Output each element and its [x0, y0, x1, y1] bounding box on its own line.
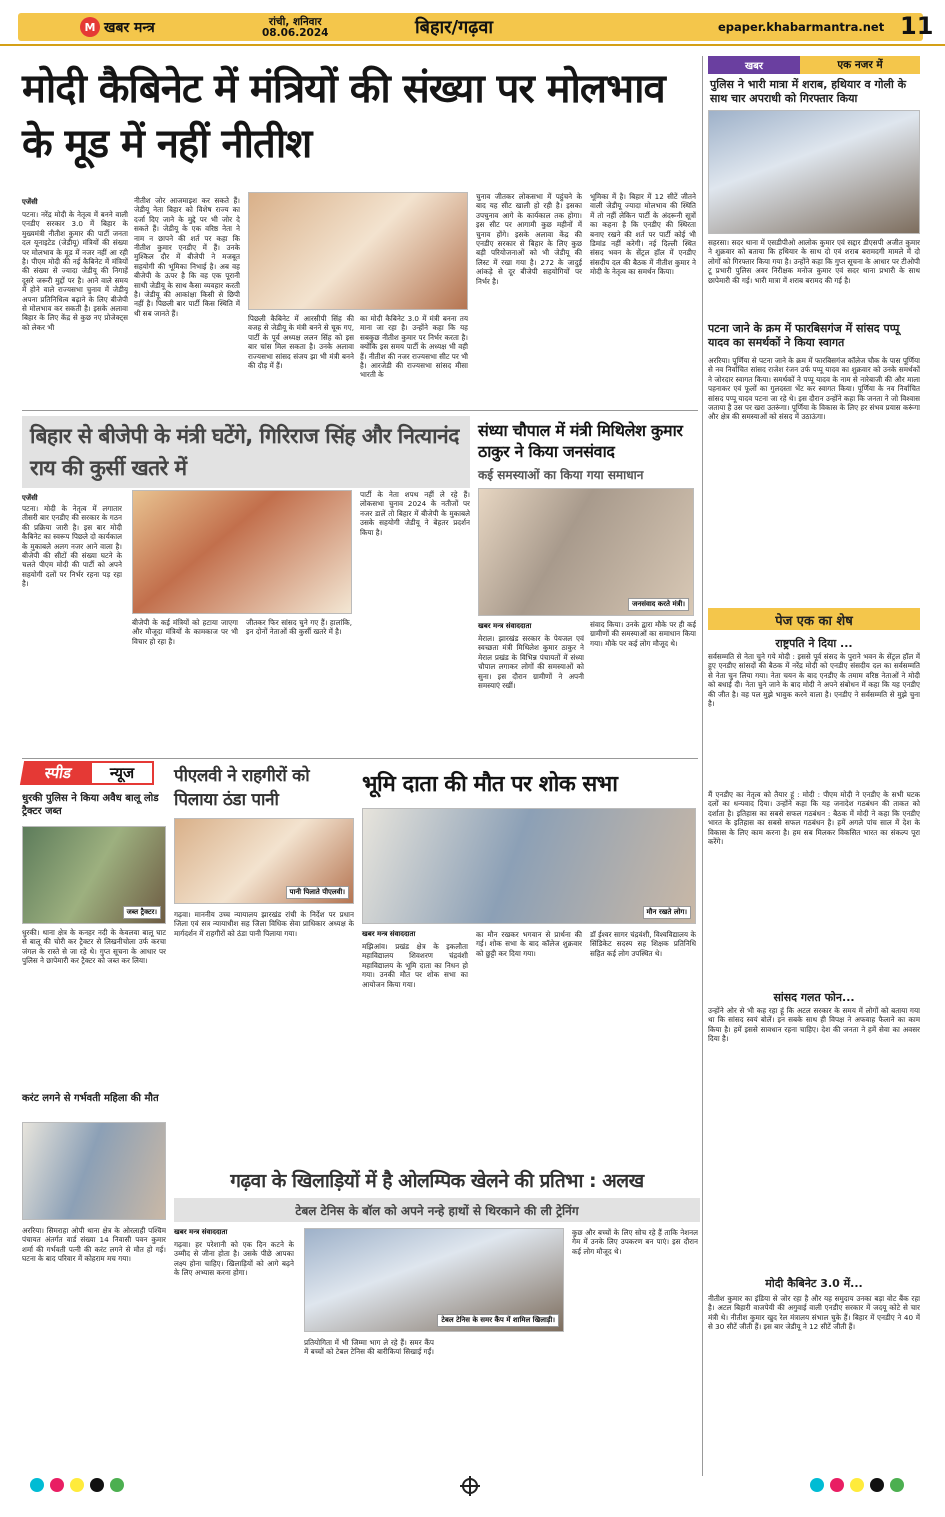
story5-col-2: का मौन रखकर भगवान से प्रार्थना की गई। शोक सभा के बाद कॉलेज शुक्रवार को छुट्टी कर दिया गया। — [476, 930, 582, 958]
speed-photo-2 — [22, 1122, 166, 1220]
color-dot — [810, 1478, 824, 1492]
speed-head-1: धुरकी पुलिस ने किया अवैध बालू लोड ट्रैक्टर जब्त — [22, 793, 159, 817]
story4-body: गढ़वा। माननीय उच्च न्यायालय झारखंड रांची के निर्देश पर प्रधान जिला एवं सत्र न्यायाधीश सह जिला विधिक सेवा प्राधिकार अध्यक्ष के मार्गदर्शन में राहगीरों को ठंडा पानी पिलाया गया। — [174, 910, 354, 938]
page-ek-sub-3: मोदी कैबिनेट 3.0 में... — [765, 1277, 863, 1290]
speed-body-2: अररिया। सिमराहा ओपी थाना क्षेत्र के ओरलाही पश्चिम पंचायत अंतर्गत वार्ड संख्या 14 निवासी पवन कुमार शर्मा की गर्भवती पत्नी की करंट लगने से मौत हो गई। घटना के बाद परिवार में कोहराम मच गया। — [22, 1226, 166, 1264]
story5-photo-caption: मौन रखते लोग। — [643, 906, 692, 919]
story2-col-4: पार्टी के नेता शपथ नहीं ले रहे हैं। लोकसभा चुनाव 2024 के नतीजों पर नजर डालें तो बिहार में बीजेपी के मुकाबले उसके सहयोगी जेडीयू ने बेहतर प्रदर्शन किया है। — [360, 490, 470, 537]
issue-date: 08.06.2024 — [262, 27, 329, 39]
sidebar-body: सहरसा। सदर थाना में एसडीपीओ आलोक कुमार एवं सद्दार डीएसपी अजीत कुमार ने शुक्रवार को बताया कि हथियार के साथ दो एवं शराब बरामदगी मामले में दो लोगों को गिरफ्तार किया गया है। उन्होंने कहा कि गुप्त सूचना के आधार पर टीओपी टू प्रभारी पुलिस अवर निरीक्षक मनोज कुमार एवं सदर थाना प्रभारी के साथ छापेमारी की गई। भारी मात्रा में शराब बरामद की गई है। — [708, 238, 920, 285]
story6-photo — [304, 1228, 564, 1332]
registration-marks — [0, 1478, 945, 1496]
story6-photo-caption: टेबल टेनिस के समर कैंप में शामिल खिलाड़ी। — [437, 1314, 559, 1327]
speed-photo-1-caption: जब्त ट्रैक्टर। — [123, 906, 161, 919]
story6-col-2: प्रतियोगिता में भी जिम्मा भाग ले रहे हैं। समर कैंप में बच्चों को टेबल टेनिस की बारीकियां सिखाई गईं। — [304, 1338, 434, 1357]
story4-photo — [174, 818, 354, 904]
lead-headline: मोदी कैबिनेट में मंत्रियों की संख्या पर मोलभाव के मूड में नहीं नीतीश — [22, 66, 665, 167]
color-dot — [90, 1478, 104, 1492]
brand-logo[interactable] — [80, 16, 155, 38]
page-ek-banner: पेज एक का शेष — [775, 614, 853, 629]
story2-headline: बिहार से बीजेपी के मंत्री घटेंगे, गिरिराज सिंह और नित्यानंद राय की कुर्सी खतरे में — [30, 424, 459, 480]
page-ek-body-2: उन्होंने ओर से भी कह रहा हूं कि अटल सरकार के समय में लोगों को बताया गया था कि सांसद स्वयं बोलें। इन सबके साथ ही विपक्ष ने अफवाह फैलाने का काम किया है। हमें इससे सावधान रहना चाहिए। देश की जनता ने हमें सेवा का अवसर दिया है। — [708, 1006, 920, 1044]
story6-byline: खबर मन्त्र संवाददाता — [174, 1228, 228, 1236]
page-ek-body-1b: मैं एनडीए का नेतृत्व को तैयार हूं : मोदी : पीएम मोदी ने एनडीए के सभी घटक दलों का धन्यवाद दिया। उन्होंने कहा कि यह जनादेश गठबंधन की ताकत को दर्शाता है। इतिहास का सबसे सफल गठबंधन : बैठक में मोदी ने कहा कि एनडीए भारत के इतिहास का सबसे सफल गठबंधन है। हमें अगले पांच साल में देश के विकास के लिए काम करना है। हम सब मिलकर विकसित भारत का संकल्प पूरा करेंगे। — [708, 790, 920, 847]
page-ek-body-3: नीतीश कुमार का इंडिया से जोर रहा है और यह समुदाय उनका बड़ा वोट बैंक रहा है। अटल बिहारी वाजपेयी की अगुवाई वाली एनडीए सरकार में जदयू कोटे से चार मंत्री थे। नीतीश कुमार खुद रेल मंत्रालय संभाल चुके हैं। बिहार में एनडीए ने 40 में से 30 सीटें जीती हैं। इस बार जेडीयू ने 12 सीटें जीती हैं। — [708, 1294, 920, 1332]
brand-badge-icon: M — [80, 17, 100, 37]
story6-headline: गढ़वा के खिलाड़ियों में है ओलम्पिक खेलने की प्रतिभा : अलख — [230, 1170, 644, 1192]
story2-col-3: जीतकर फिर सांसद चुने गए हैं। हालांकि, इन दोनों नेताओं की कुर्सी खतरे में है। — [246, 618, 352, 637]
lead-col-4: का मोदी कैबिनेट 3.0 में मंत्री बनना तय माना जा रहा है। उन्होंने कहा कि यह सबकुछ नीतीश कुमार पर निर्भर करता है। क्योंकि इस समय पार्टी के अध्यक्ष भी वही हैं। नीतीश की नजर राज्यसभा सीट पर भी है। आरजेडी की राज्यसभा सांसद मीसा भारती के — [360, 314, 468, 380]
story6-col-3: कुछ और बच्चों के लिए सोच रहे हैं ताकि नेशनल गेम में उनके लिए उपकरण बन पाएं। इस दौरान कई लोग मौजूद थे। — [572, 1228, 698, 1256]
color-dot — [870, 1478, 884, 1492]
color-dot — [70, 1478, 84, 1492]
section-name: बिहार/गढ़वा — [415, 17, 494, 38]
story5-col-1: मझिआंव। प्रखंड क्षेत्र के इकलौता महाविद्यालय शिवशरण चंद्रवंशी महाविद्यालय के भूमि दाता का निधन हो गया। उनकी मौत पर शोक सभा का आयोजन किया गया। — [362, 942, 468, 989]
sidebar-photo — [708, 110, 920, 234]
speed-tag-a: स्पीड — [20, 761, 96, 785]
page-ek-body-1: सर्वसम्मति से नेता चुने गये मोदी : इससे पूर्व संसद के पुराने भवन के सेंट्रल हॉल में हुए एनडीए सांसदों की बैठक में नरेंद्र मोदी को एनडीए संसदीय दल का सर्वसम्मति से नेता चुन लिया गया। नेता चयन के बाद एनडीए के तमाम वरिष्ठ नेताओं ने मोदी को बधाई दी। नेता चुने जाने के बाद मोदी ने अपने संबोधन में कहा कि यह एनडीए की जीत है। वह पल मुझे भावुक करने वाला है। एनडीए ने सर्वसम्मति से मुझे चुना है। — [708, 652, 920, 709]
story3-headline: संध्या चौपाल में मंत्री मिथिलेश कुमार ठाकुर ने किया जनसंवाद — [478, 421, 683, 461]
story5-byline: खबर मन्त्र संवाददाता — [362, 930, 416, 938]
story4-headline: पीएलवी ने राहगीरों को पिलाया ठंडा पानी — [174, 766, 310, 810]
color-dot — [30, 1478, 44, 1492]
sidebar-tag-title: एक नजर में — [800, 56, 920, 74]
lead-col-3: पिछली कैबिनेट में आरसीपी सिंह की वजह से जेडीयू के मंत्री बनने से चूक गए, पार्टी के पूर्व अध्यक्ष ललन सिंह को इस बार चांस मिल सकता है। उनके अलावा राज्यसभा सांसद संजय झा भी मंत्री बनने की दौड़ में हैं। — [248, 314, 354, 371]
story5-col-3: डॉ ईश्वर सागर चंद्रवंशी, विश्वविद्यालय के सिंडिकेट सदस्य सह शिक्षक प्रतिनिधि सहित कई लोग उपस्थित थे। — [590, 930, 696, 958]
sidebar-head-2: पटना जाने के क्रम में फारबिसगंज में सांसद पप्पू यादव का समर्थकों ने किया स्वागत — [708, 322, 900, 349]
story3-photo — [478, 488, 694, 616]
story2-byline: एजेंसी — [22, 494, 38, 502]
color-dot — [50, 1478, 64, 1492]
story4-photo-caption: पानी पिलाते पीएलवी। — [286, 886, 349, 899]
color-dot — [850, 1478, 864, 1492]
dateline — [262, 17, 328, 39]
speed-photo-1 — [22, 826, 166, 924]
color-dot — [110, 1478, 124, 1492]
row-rule-1 — [22, 410, 698, 411]
lead-col-6: भूमिका में है। बिहार में 12 सीटें जीतने वाली जेडीयू ज्यादा मोलभाव की स्थिति में तो नहीं लेकिन पार्टी के अंदरूनी सूत्रों का कहना है कि एनडीए की स्थिरता बनाए रखने की शर्त पर पार्टी कोई भी डिमांड नहीं करेगी। नई दिल्ली स्थित संसद भवन के सेंट्रल हॉल में एनडीए संसदीय दल की बैठक में नीतीश कुमार ने मोदी के नेतृत्व का समर्थन किया। — [590, 192, 696, 277]
lead-col-1: पटना। नरेंद्र मोदी के नेतृत्व में बनने वाली एनडीए सरकार 3.0 में बिहार के मुख्यमंत्री नीतीश कुमार की पार्टी जनता दल यूनाइटेड (जेडीयू) मंत्रियों की संख्या पर मोलभाव के मूड में नजर नहीं आ रही है। पीएम मोदी की नई कैबिनेट में मंत्रियों की संख्या से ज्यादा जेडीयू की निगाहें दूसरे जरूरी मुद्दों पर है। आने वाले समय में होने वाले राज्यसभा चुनाव में जेडीयू अपना प्रतिनिधित्व बढ़ाने के लिए बीजेपी से मोलभाव कर सकती है। इसके अलावा बिहार के लिए केंद्र से कुछ नए प्रोजेक्ट्स को लेकर भी — [22, 210, 128, 332]
story6-col-1: गढ़वा। हर परेशानी को एक दिन कटने के उम्मीद से जीना होता है। उसके पीछे आपका लक्ष्य होना चाहिए। खिलाड़ियों को आगे बढ़ने के लिए अभ्यास करना होगा। — [174, 1240, 294, 1278]
speed-body-1: धुरकी। थाना क्षेत्र के कनहर नदी के केवलवा बालू घाट से बालू की चोरी कर ट्रैक्टर से लिखनीचोला उर्फ करचा जंगल के रास्ते से जा रहे थे। गुप्त सूचना के आधार पर पुलिस ने छापेमारी कर ट्रैक्टर को जब्त कर लिया। — [22, 928, 166, 966]
speed-head-2: करंट लगने से गर्भवती महिला की मौत — [22, 1093, 159, 1104]
speed-tag-b: न्यूज — [90, 761, 154, 785]
brand-name: खबर मन्त्र — [104, 19, 155, 36]
story3-photo-caption: जनसंवाद करते मंत्री। — [628, 598, 689, 611]
page-ek-sub-1: राष्ट्रपति ने दिया ... — [775, 637, 853, 650]
color-dot — [890, 1478, 904, 1492]
row-rule-2 — [22, 758, 698, 759]
registration-crosshair-icon — [462, 1478, 478, 1494]
city-day: रांची, शनिवार — [268, 16, 322, 28]
column-rule — [702, 56, 703, 1476]
story2-col-2: बीजेपी के कई मंत्रियों को हटाया जाएगा और मौजूदा मंत्रियों के कामकाज पर भी विचार हो रहा है। — [132, 618, 238, 646]
color-dot — [830, 1478, 844, 1492]
lead-col-2: नीतीश जोर आजमाइश कर सकते हैं। जेडीयू नेता बिहार को विशेष राज्य का दर्जा दिए जाने के मुद्दे पर भी जोर दे सकते हैं। जेडीयू के एक वरिष्ठ नेता ने नाम न छापने की शर्त पर कहा कि नीतीश कुमार एनडीए में हैं। उनके मुश्किल दौर में बीजेपी ने मजबूत सहयोगी की भूमिका निभाई है। अब वह बीजेपी के ऊपर है कि वह एक पूरानी साथी जेडीयू के साथ कैसा व्यवहार करती है। जेडीयू की आकांक्षा किसी से छिपी नहीं है। पिछली बार पार्टी किस स्थिति में थी सब जानते हैं। — [134, 196, 240, 318]
sidebar-tag-brand: खबर — [708, 56, 800, 74]
sidebar-headline: पुलिस ने भारी मात्रा में शराब, हथियार व गोली के साथ चार अपराधी को गिरफ्तार किया — [710, 78, 907, 105]
lead-byline: एजेंसी — [22, 198, 38, 206]
story2-photo — [132, 490, 352, 614]
story3-subhead: कई समस्याओं का किया गया समाधान — [478, 468, 644, 482]
story3-byline: खबर मन्त्र संवाददाता — [478, 622, 532, 630]
sidebar-body-2: अररिया। पूर्णिया से पटना जाने के क्रम में फारबिसगंज कॉलेज चौक के पास पूर्णिया से नव निर्वाचित सांसद राजेश रंजन उर्फ पप्पू यादव का शुक्रवार को उनके समर्थकों ने जोरदार स्वागत किया। समर्थकों ने पप्पू यादव के नाम से नारेबाजी की और माला पहनाकर एवं फूलों का गुलदस्ता भेंट कर स्वागत किया। पूर्णिया के नव निर्वाचित सांसद पप्पू यादव पटना जा रहे थे। इस दौरान उन्होंने कहा कि जनता ने जो विश्वास जताया है उस पर खरा उतरूंगा। पूर्णिया के विकास के लिए हर संभव प्रयास करूंगा और क्षेत्र की समस्याओं को संसद में उठाऊंगा। — [708, 356, 920, 422]
story2-col-1: पटना। मोदी के नेतृत्व में लगातार तीसरी बार एनडीए की सरकार के गठन की प्रक्रिया जारी है। इस बार मोदी कैबिनेट का स्वरूप पिछले दो कार्यकाल के मुकाबले अलग नजर आने वाला है। बीजेपी की सीटों की संख्या घटने के चलते पीएम मोदी की पार्टी को अपने सहयोगी दलों पर निर्भर रहना पड़ रहा है। — [22, 504, 122, 589]
page-ek-sub-2: सांसद गलत फोन... — [773, 991, 855, 1004]
story5-photo — [362, 808, 696, 924]
story5-headline: भूमि दाता की मौत पर शोक सभा — [362, 772, 618, 797]
page-number: 11 — [900, 12, 934, 40]
story3-col-1: मेराल। झारखंड सरकार के पेयजल एवं स्वच्छता मंत्री मिथिलेश कुमार ठाकुर ने मेराल प्रखंड के विभिन्न पंचायतों में संध्या चौपाल लगाकर लोगों की समस्याओं को सुना। इस दौरान ग्रामीणों ने अपनी समस्याएं रखीं। — [478, 634, 584, 691]
story3-col-2: संवाद किया। उनके द्वारा मौके पर ही कई ग्रामीणों की समस्याओं का समाधान किया गया। मौके पर कई लोग मौजूद थे। — [590, 620, 696, 648]
lead-photo — [248, 192, 468, 310]
story6-subhead: टेबल टेनिस के बॉल को अपने नन्हे हाथों से थिरकाने की ली ट्रेनिंग — [295, 1204, 579, 1218]
lead-col-5: चुनाव जीतकर लोकसभा में पहुंचने के बाद यह सीट खाली हो रही है। इसका उपचुनाव आगे के कार्यकाल तक होगा। इस सीट पर आगामी कुछ महीनों में चुनाव होंगे। इसके अलावा केंद्र की एनडीए सरकार से बिहार के लिए कुछ बड़ी परियोजनाओं को भी जेडीयू की लिस्ट में रखा गया है। 272 के जादुई आंकड़े से दूर बीजेपी सहयोगियों पर निर्भर है। — [476, 192, 582, 286]
website-link[interactable]: epaper.khabarmantra.net — [718, 20, 885, 34]
